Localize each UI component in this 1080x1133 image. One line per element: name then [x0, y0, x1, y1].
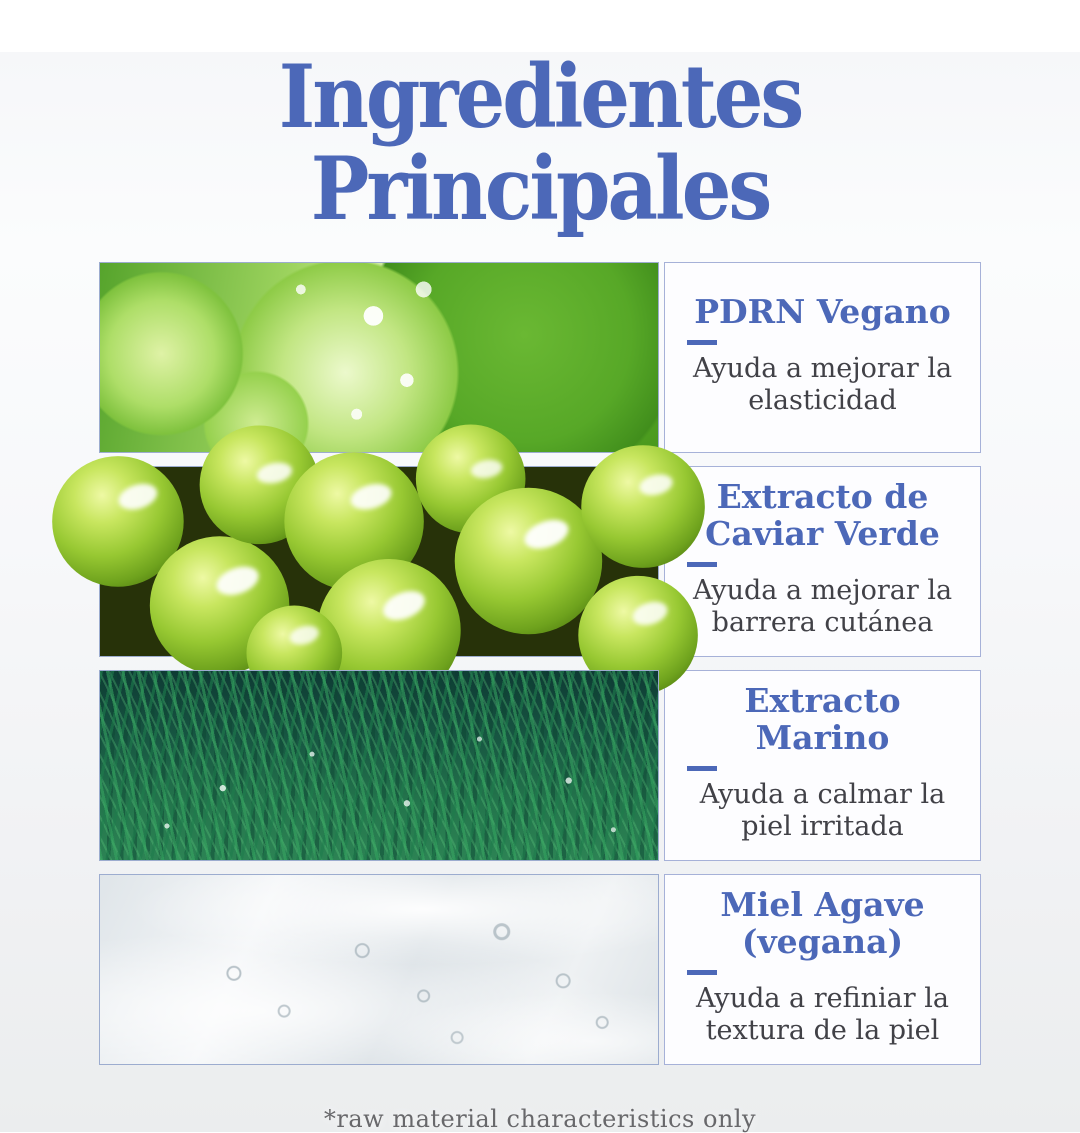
accent-dash [687, 766, 717, 771]
caviar-pearls-graphic [100, 467, 658, 656]
page-title: Ingredientes Principales [278, 46, 802, 241]
clear-gel-texture-photo [99, 874, 659, 1065]
accent-dash [687, 562, 717, 567]
infographic-canvas [0, 46, 1080, 1133]
ingredient-description: Ayuda a mejorar la elasticidad [692, 352, 953, 416]
ingredient-description: Ayuda a mejorar la barrera cutánea [692, 575, 953, 639]
ingredient-name: Extracto de Caviar Verde [705, 477, 940, 554]
accent-dash [687, 970, 717, 975]
green-caviar-pearls-photo [99, 466, 659, 657]
ingredient-row-agave [99, 874, 981, 1065]
ingredient-description: Ayuda a calmar la piel irritada [699, 779, 946, 843]
ingredient-name: PDRN Vegano [694, 291, 951, 331]
accent-dash [687, 340, 717, 345]
ingredient-row-pdrn [99, 262, 981, 453]
ingredient-name: Extracto Marino [744, 681, 901, 758]
centella-asiatica-leaves-photo [99, 262, 659, 453]
ingredient-name: Miel Agave (vegana) [720, 885, 925, 962]
ingredient-card [664, 262, 981, 453]
ingredient-card [664, 466, 981, 657]
ingredient-row-marino [99, 670, 981, 861]
ingredient-description: Ayuda a refiniar la textura de la piel [696, 983, 949, 1047]
ingredient-card [664, 670, 981, 861]
ingredient-card [664, 874, 981, 1065]
ingredient-row-caviar [99, 466, 981, 657]
footnote: *raw material characteristics only [323, 1104, 757, 1133]
marine-seagrass-photo [99, 670, 659, 861]
ingredient-list [99, 262, 981, 1065]
